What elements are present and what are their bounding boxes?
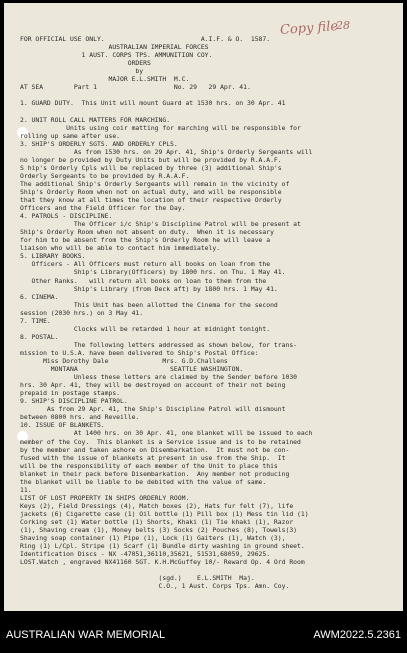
document-line: As from 1530 hrs. on 29 Apr. 41, Ship's Orderly Sergeants will (20, 147, 313, 156)
document-line: 4. PATROLS - DISCIPLINE. (20, 212, 113, 221)
document-line: 1 AUST. CORPS TPS. AMMUNITION COY. (20, 51, 213, 60)
handwritten-number: 28 (336, 19, 350, 32)
document-line: Shaving soap container (1) Pipe (1), Lock (1) Gaiters (1), Watch (3), (20, 534, 286, 543)
document-line: 1. GUARD DUTY. This Unit will mount Guard at 1530 hrs. on 30 Apr. 41 (20, 99, 286, 108)
document-line: 2. UNIT ROLL CALL MATTERS FOR MARCHING. (20, 115, 171, 124)
document-line: 8. POSTAL. (20, 332, 59, 341)
document-line: Officers - All Officers must return all books on loan from the (20, 260, 271, 269)
document-line: Ship's Orderly Room when not on actual duty, and will be responsible (20, 187, 282, 196)
document-line: At 1400 hrs. on 30 Apr. 41, one blanket will be issued to each (20, 429, 313, 438)
document-line: hrs. 30 Apr. 41, they will be destroyed on account of their not being (20, 381, 286, 390)
document-line: The Officer i/c Ship's Discipline Patrol will be present at (20, 220, 301, 229)
document-line: prepaid in postage stamps. (20, 389, 121, 398)
document-line: Clocks will be retarded 1 hour at midnight tonight. (20, 324, 271, 333)
document-line: the blanket will be liable to be debited with the value of same. (20, 477, 267, 486)
document-line: As from 29 Apr. 41, the Ship's Discipline Patrol will dismount (20, 405, 286, 414)
document-line: Ship's Orderly Room when not absent on duty. When it is necessary (20, 228, 274, 237)
document-line: MONTANA SEATTLE WASHINGTON. (20, 365, 244, 374)
document-line: (1), Shaving cream (1), Money belts (3) Socks (2) Pouches (8), Towels(3) (20, 526, 298, 535)
document-line: blanket in their pack before Disembarkation. Any member not producing (20, 469, 290, 478)
document-line: Ship's Library(Officers) by 1800 hrs. on Thu. 1 May 41. (20, 268, 286, 277)
document-line: AUSTRALIAN IMPERIAL FORCES (20, 43, 209, 52)
document-line: Keys (2), Field Dressings (4), Match boxes (2), Hats fur felt (7), life (20, 501, 294, 510)
document-line: FOR OFFICIAL USE ONLY. A.I.F. & O. 1587. (20, 35, 271, 43)
document-line: AT SEA Part 1 No. 29 29 Apr. 41. (20, 83, 251, 92)
document-line: fused with the issue of blankets at present in use from the Ship. It (20, 453, 286, 462)
document-line: 6. CINEMA. (20, 292, 59, 301)
document-line: Ring (1) L/Cpl. Stripe (1) Scarf (1) Bundle dirty washing in ground sheet. (20, 542, 305, 551)
document-line: by (20, 67, 144, 76)
document-line: 9. SHIP'S DISCIPLINE PATROL. (20, 397, 128, 406)
document-line: rolling up same after use. (20, 131, 121, 140)
document-line: mission to U.S.A. have been delivered to Ship's Postal Office: (20, 348, 259, 357)
document-line: Miss Dorothy Dale Mrs. G.D.Challens (20, 357, 228, 365)
document-line: between 0800 hrs. and Reveille. (20, 413, 140, 422)
document-line: no longer be provided by Duty Units but will be provided by R.A.A.F. (20, 155, 282, 164)
handwritten-note: Copy file (279, 18, 339, 39)
document-line: The additional Ship's Orderly Sergeants will remain in the vicinity of (20, 179, 290, 188)
document-line: Units using coir matting for marching will be responsible for (20, 123, 301, 132)
document-line: C.O., 1 Aust. Corps Tps. Amn. Coy. (20, 582, 290, 591)
document-line: 10. ISSUE OF BLANKETS. (20, 421, 105, 430)
document-line: 7. TIME. (20, 316, 51, 325)
document-line: Orderly Sergeants to be provided by R.A.A.F. (20, 171, 190, 180)
document-line: Corking set (1) Water bottle (1) Shorts, Khaki (1) Tie khaki (1), Razor (20, 518, 294, 526)
document-line: Other Ranks. will return all books on loan to them from the (20, 276, 267, 285)
document-line: by the member and taken ashore on Disembarkation. It must not be con- (20, 445, 290, 454)
document-line: liaison who will be able to contact him immediately. (20, 244, 221, 253)
document-line: MAJOR E.L.SMITH M.C. (20, 75, 190, 84)
document-line: Officers and the Field Officer for the Day. (20, 204, 186, 213)
document-line: member of the Coy. This blanket is a Service issue and is to be retained (20, 437, 301, 446)
footer-source: AUSTRALIAN WAR MEMORIAL (6, 629, 166, 641)
document-line: jackets (6) Cigarette case (1) Oil bottle (1) Pill box (1) Mess tin lid (1) (20, 509, 309, 518)
document-line: for him to be absent from the Ship's Orderly Room he will leave a (20, 236, 271, 245)
document-page (4, 3, 403, 611)
document-line: Unless these letters are claimed by the Sender before 1030 (20, 373, 298, 382)
document-line: S hip's Orderly Cpls will be replaced by three (3) additional Ship's (20, 163, 282, 172)
document-line: LOST.Watch , engraved NX41160 SGT. K.H.McGuffey 10/- Reward Op. 4 Ord Room (20, 558, 305, 567)
document-line: Identification Discs - NX -47051,36110,35621, 51531,68059, 29625. (20, 550, 271, 559)
document-line: 3. SHIP'S ORDERLY SGTS. AND ORDERLY CPLS. (20, 139, 178, 148)
document-line: session (2030 hrs.) on 3 May 41. (20, 308, 144, 317)
document-line: (sgd.) E.L.SMITH Maj. (20, 574, 255, 583)
document-line: Ship's Library (from Deck aft) by 1800 hrs. 1 May 41. (20, 284, 278, 293)
document-line: This Unit has been allotted the Cinema for the second (20, 300, 278, 309)
document-line: LIST OF LOST PROPERTY IN SHIPS ORDERLY ROOM. (20, 493, 190, 502)
document-line: 5. LIBRARY BOOKS. (20, 252, 86, 261)
footer-id: AWM2022.5.2361 (313, 629, 401, 641)
document-line: will be the responsibility of each member of the Unit to place this (20, 461, 278, 470)
document-line: ORDERS (20, 59, 151, 68)
footer-bar (0, 611, 407, 653)
document-line: that they know at all times the location of their respective Orderly (20, 196, 282, 204)
document-line: The following letters addressed as shown below, for trans- (20, 340, 298, 349)
document-line: 11. (20, 485, 32, 494)
